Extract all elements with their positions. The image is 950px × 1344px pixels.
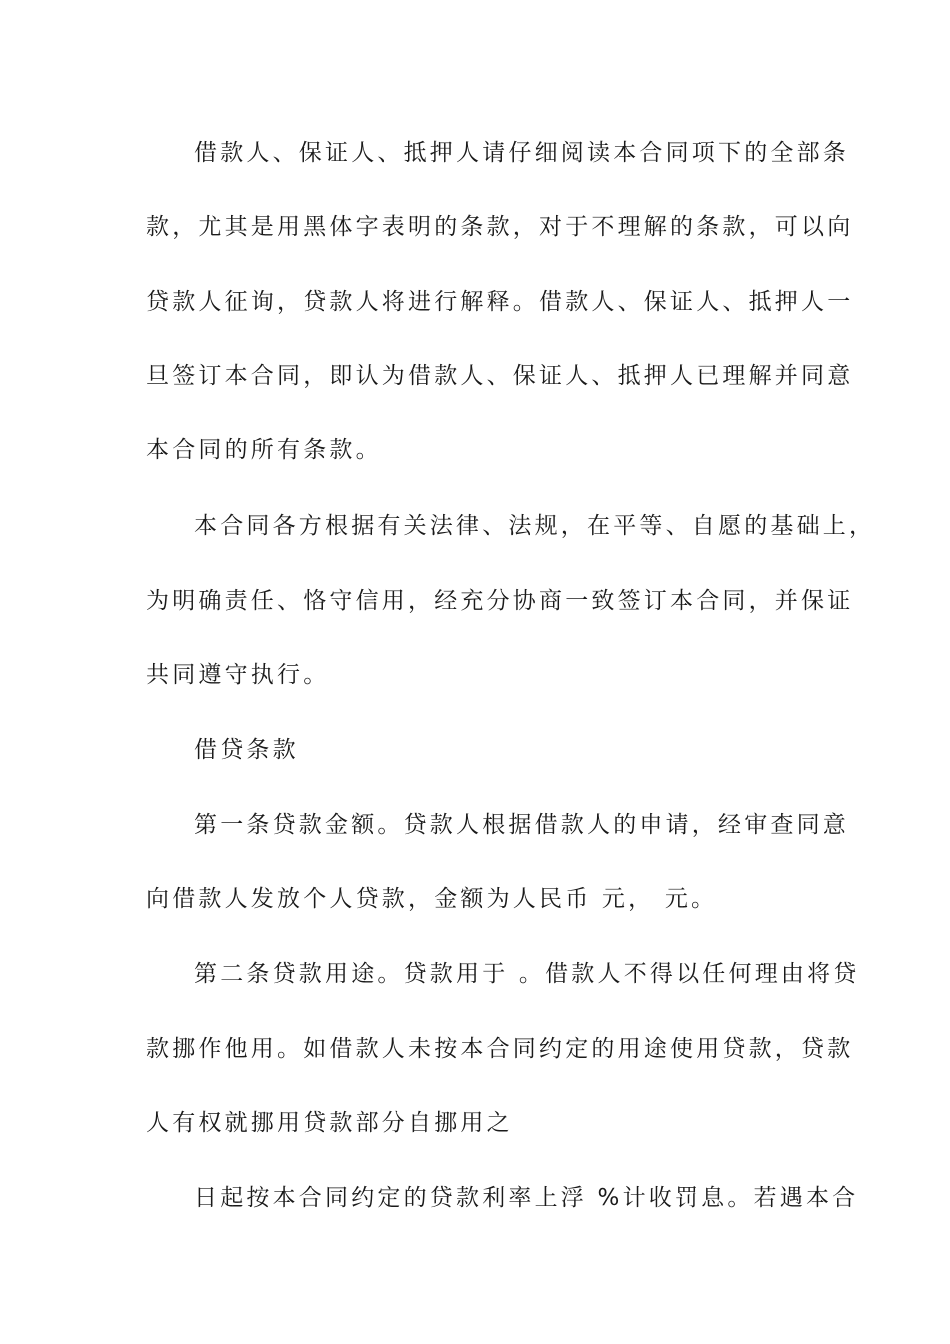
paragraph-line: 日起按本合同约定的贷款利率上浮 %计收罚息。若遇本合 [194, 1185, 859, 1211]
paragraph-line: 共同遵守执行。 [146, 662, 330, 688]
paragraph-line: 款，尤其是用黑体字表明的条款，对于不理解的条款，可以向 [146, 214, 854, 240]
paragraph-line: 款挪作他用。如借款人未按本合同约定的用途使用贷款，贷款 [146, 1036, 854, 1062]
paragraph-line: 贷款人征询，贷款人将进行解释。借款人、保证人、抵押人一 [146, 289, 854, 315]
paragraph-line: 第二条贷款用途。贷款用于 。借款人不得以任何理由将贷 [194, 961, 860, 987]
paragraph-line: 本合同各方根据有关法律、法规，在平等、自愿的基础上， [194, 513, 876, 539]
paragraph-line: 人有权就挪用贷款部分自挪用之 [146, 1110, 513, 1136]
paragraph-line: 向借款人发放个人贷款，金额为人民币 元， 元。 [146, 886, 718, 912]
section-heading: 借贷条款 [194, 737, 299, 763]
paragraph-line: 借款人、保证人、抵押人请仔细阅读本合同项下的全部条 [194, 140, 849, 166]
paragraph-line: 旦签订本合同，即认为借款人、保证人、抵押人已理解并同意 [146, 363, 854, 389]
paragraph-line: 为明确责任、恪守信用，经充分协商一致签订本合同，并保证 [146, 588, 854, 614]
paragraph-line: 第一条贷款金额。贷款人根据借款人的申请，经审查同意 [194, 812, 849, 838]
paragraph-line: 本合同的所有条款。 [146, 437, 382, 463]
